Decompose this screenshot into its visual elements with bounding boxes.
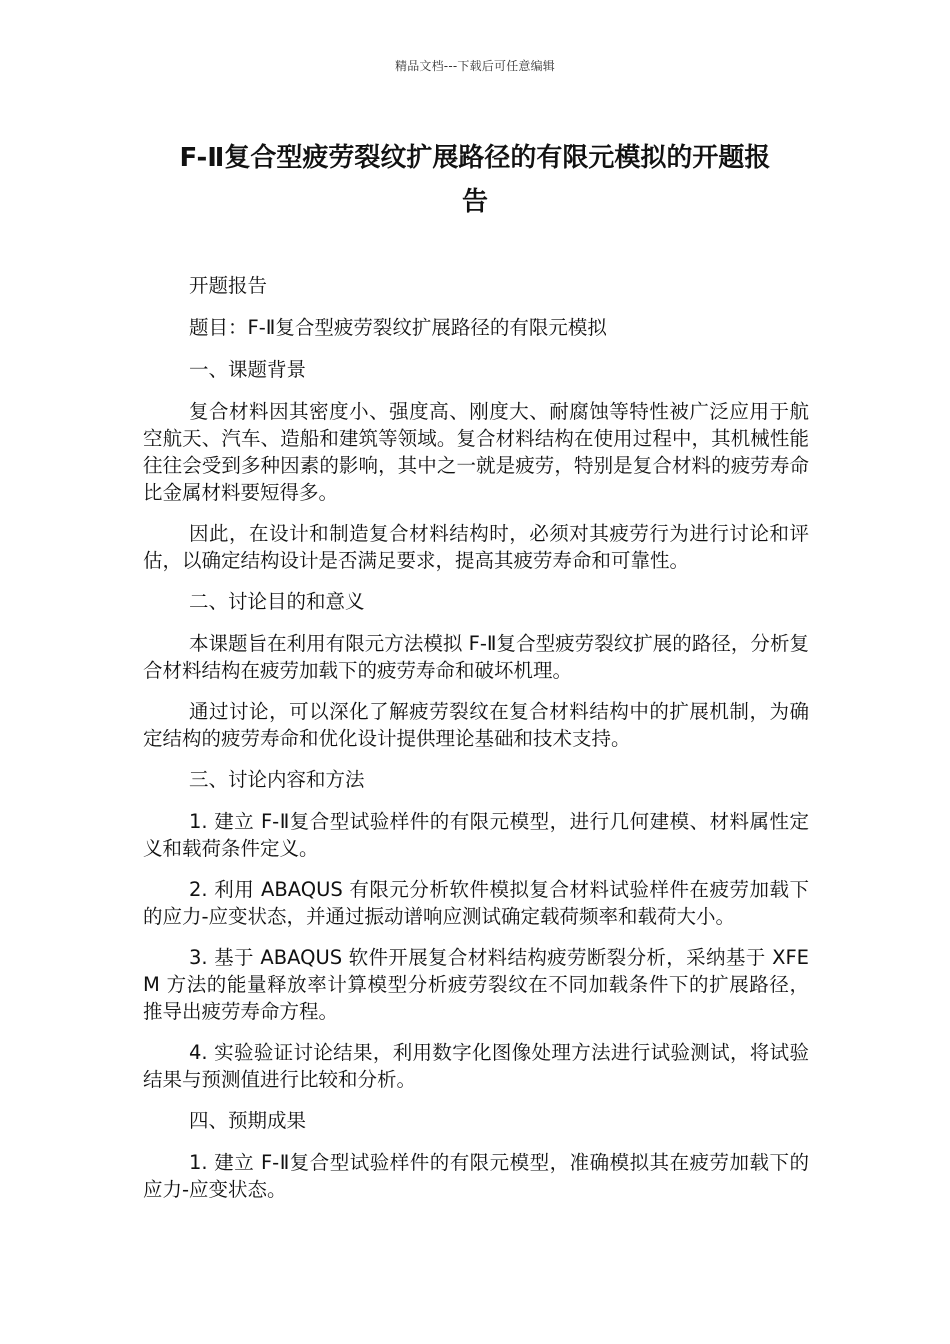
document-title-line-1: F-Ⅱ复合型疲劳裂纹扩展路径的有限元模拟的开题报 [179, 143, 771, 173]
list-item-method-1: 1. 建立 F-Ⅱ复合型试验样件的有限元模型，进行几何建模、材料属性定义和载荷条件定义。 [143, 810, 809, 860]
list-item-method-3: 3. 基于 ABAQUS 软件开展复合材料结构疲劳断裂分析，采纳基于 XFEM 方法的能量释放率计算模型分析疲劳裂纹在不同加载条件下的扩展路径，推导出疲劳寿命方程。 [143, 946, 809, 1023]
paragraph-background-2: 因此，在设计和制造复合材料结构时，必须对其疲劳行为进行讨论和评估，以确定结构设计是否满足要求，提高其疲劳寿命和可靠性。 [143, 522, 809, 572]
document-body [143, 272, 809, 1217]
list-item-method-4: 4. 实验验证讨论结果，利用数字化图像处理方法进行试验测试，将试验结果与预测值进行比较和分析。 [143, 1041, 809, 1091]
section-heading-background: 一、课题背景 [189, 358, 307, 381]
section-heading-methods: 三、讨论内容和方法 [189, 768, 365, 791]
document-title [140, 136, 810, 224]
paragraph-purpose-2: 通过讨论，可以深化了解疲劳裂纹在复合材料结构中的扩展机制，为确定结构的疲劳寿命和优化设计提供理论基础和技术支持。 [143, 700, 809, 750]
label-proposal: 开题报告 [189, 274, 268, 297]
section-heading-outcomes: 四、预期成果 [189, 1109, 307, 1132]
list-item-method-2: 2. 利用 ABAQUS 有限元分析软件模拟复合材料试验样件在疲劳加载下的应力-应变状态，并通过振动谱响应测试确定载荷频率和载荷大小。 [143, 878, 809, 928]
section-heading-purpose: 二、讨论目的和意义 [189, 590, 365, 613]
document-title-line-2: 告 [461, 187, 488, 217]
paragraph-purpose-1: 本课题旨在利用有限元方法模拟 F-Ⅱ复合型疲劳裂纹扩展的路径，分析复合材料结构在疲劳加载下的疲劳寿命和破坏机理。 [143, 632, 809, 682]
paragraph-background-1: 复合材料因其密度小、强度高、刚度大、耐腐蚀等特性被广泛应用于航空航天、汽车、造船和建筑等领域。复合材料结构在使用过程中，其机械性能往往会受到多种因素的影响，其中之一就是疲劳，特别是复合材料的疲劳寿命比金属材料要短得多。 [143, 400, 809, 504]
list-item-outcome-1: 1. 建立 F-Ⅱ复合型试验样件的有限元模型，准确模拟其在疲劳加载下的应力-应变状态。 [143, 1151, 809, 1201]
header-note: 精品文档---下载后可任意编辑 [395, 59, 555, 73]
topic-line: 题目：F-Ⅱ复合型疲劳裂纹扩展路径的有限元模拟 [189, 316, 607, 339]
